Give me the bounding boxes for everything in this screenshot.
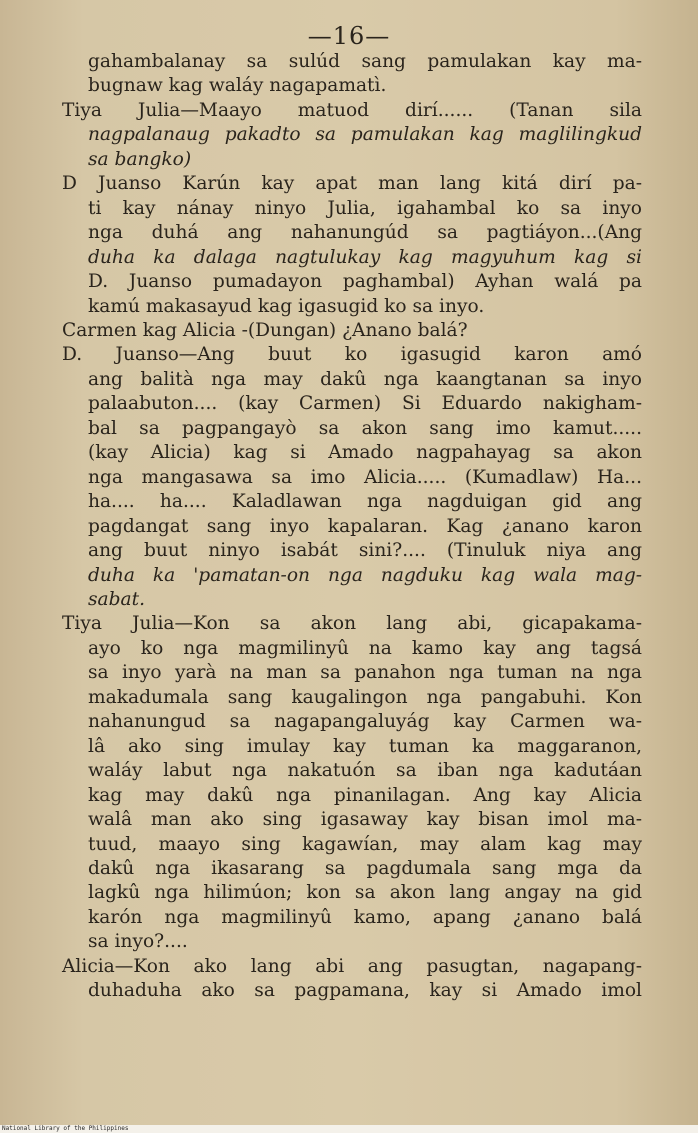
text-line: ti kay nánay ninyo Julia, igahambal ko sa inyo bbox=[88, 197, 642, 219]
text-line: lagkû nga hilimúon; kon sa akon lang angay na gid bbox=[88, 882, 642, 904]
text-line: nga duhá ang nahanungúd sa pagtiáyon...(Ang bbox=[88, 222, 642, 244]
text-line: bal sa pagpangayò sa akon sang imo kamut..... bbox=[88, 417, 642, 439]
page-number: —16— bbox=[307, 22, 391, 50]
text-line: dakû nga ikasarang sa pagdumala sang mga da bbox=[88, 857, 642, 879]
text-line: duhaduha ako sa pagpamana, kay si Amado imol bbox=[88, 980, 642, 1002]
text-line: tuud, maayo sing kagawían, may alam kag may bbox=[88, 833, 642, 855]
text-line: Carmen kag Alicia -(Dungan) ¿Anano balá? bbox=[62, 319, 468, 341]
text-line: gahambalanay sa sulúd sang pamulakan kay ma- bbox=[88, 51, 642, 72]
text-line: kag may dakû nga pinanilagan. Ang kay Alicia bbox=[88, 784, 642, 806]
text-line: waláy labut nga nakatuón sa iban nga kadutáan bbox=[88, 760, 642, 782]
text-line: lâ ako sing imulay kay tuman ka maggaranon, bbox=[88, 735, 642, 757]
text-line: D. Juanso—Ang buut ko igasugid karon amó bbox=[62, 344, 642, 366]
text-line: sa bangko) bbox=[88, 148, 192, 170]
text-line: palaabuton.... (kay Carmen) Si Eduardo nakigham- bbox=[88, 393, 642, 415]
text-line: sa inyo?.... bbox=[88, 931, 188, 953]
text-line: Tiya Julia—Kon sa akon lang abi, gicapakama- bbox=[62, 613, 642, 635]
text-line: Alicia—Kon ako lang abi ang pasugtan, nagapang- bbox=[62, 955, 642, 977]
text-line: nahanungud sa nagapangaluyág kay Carmen wa- bbox=[88, 711, 642, 733]
text-line: ang buut ninyo isabát sini?.... (Tinuluk niya ang bbox=[88, 540, 642, 562]
text-line: makadumala sang kaugalingon nga pangabuhi. Kon bbox=[88, 686, 642, 708]
text-line: duha ka dalaga nagtulukay kag magyuhum kag si bbox=[88, 246, 642, 268]
text-line: D Juanso Karún kay apat man lang kitá dirí pa- bbox=[62, 173, 642, 195]
text-line: nagpalanaug pakadto sa pamulakan kag maglilingkud bbox=[88, 124, 642, 146]
text-line: ang balità nga may dakû nga kaangtanan sa inyo bbox=[88, 368, 642, 390]
text-line: pagdangat sang inyo kapalaran. Kag ¿anano karon bbox=[88, 515, 642, 537]
text-line: D. Juanso pumadayon paghambal) Ayhan walá pa bbox=[88, 271, 642, 293]
text-line: duha ka 'pamatan-on nga nagduku kag wala mag- bbox=[88, 564, 642, 586]
text-line: Tiya Julia—Maayo matuod dirí...... (Tanan sila bbox=[62, 99, 642, 121]
text-line: ha.... ha.... Kaladlawan nga nagduigan gid ang bbox=[88, 491, 642, 513]
text-line: nga mangasawa sa imo Alicia..... (Kumadlaw) Ha... bbox=[88, 466, 642, 488]
text-line: sa inyo yarà na man sa panahon nga tuman na nga bbox=[88, 662, 642, 684]
page-body-text bbox=[62, 50, 642, 1004]
text-line: kamú makasayud kag igasugid ko sa inyo. bbox=[88, 295, 485, 317]
text-line: (kay Alicia) kag si Amado nagpahayag sa akon bbox=[88, 442, 642, 464]
library-credit: National Library of the Philippines bbox=[2, 1125, 129, 1132]
text-line: sabat. bbox=[88, 588, 145, 610]
text-line: walâ man ako sing igasaway kay bisan imol ma- bbox=[88, 809, 642, 831]
text-line: karón nga magmilinyû kamo, apang ¿anano balá bbox=[88, 906, 642, 928]
text-line: bugnaw kag waláy nagapamatì. bbox=[88, 75, 387, 97]
text-line: ayo ko nga magmilinyû na kamo kay ang tagsá bbox=[88, 637, 642, 659]
